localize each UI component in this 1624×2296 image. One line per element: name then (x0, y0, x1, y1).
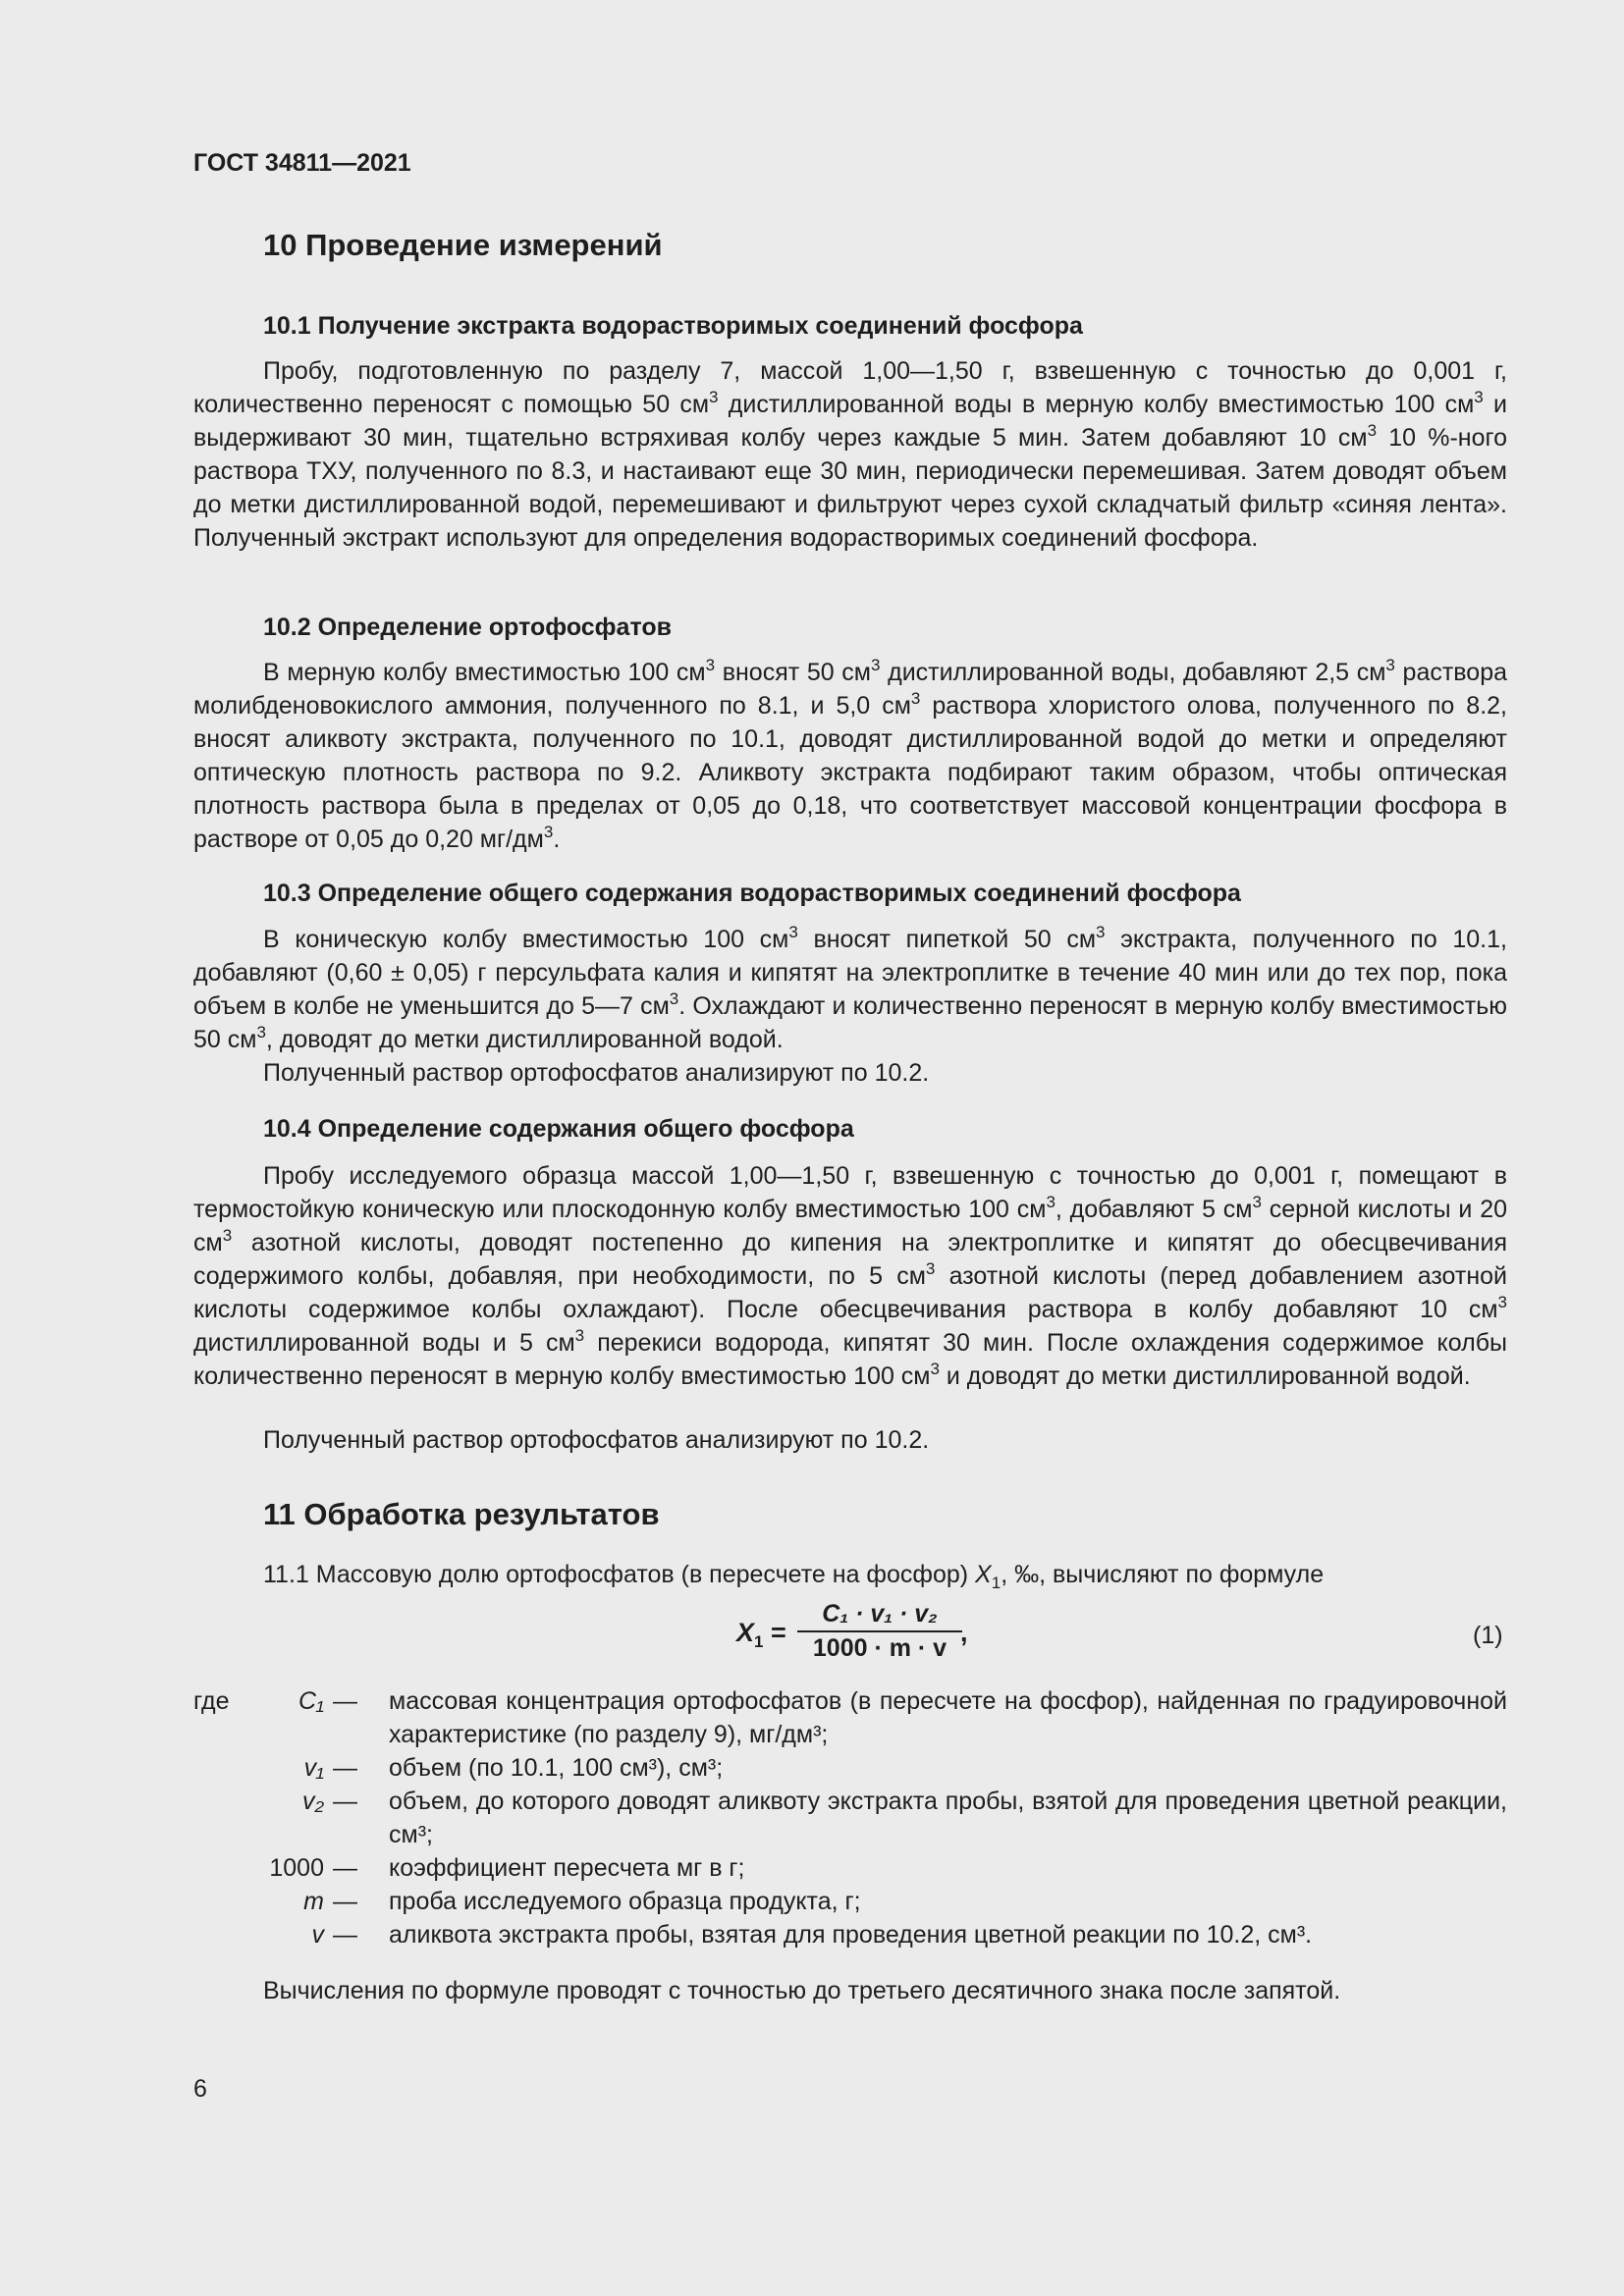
definition-text: аликвота экстракта пробы, взятая для проведения цветной реакции по 10.2, см³. (389, 1921, 1313, 1949)
section-10-title: 10 Проведение измерений (263, 228, 663, 262)
definition-row (193, 1918, 1507, 1951)
paragraph-10-4-result: Полученный раствор ортофосфатов анализируют по 10.2. (263, 1426, 930, 1454)
paragraph-10-3-result: Полученный раствор ортофосфатов анализируют по 10.2. (263, 1059, 930, 1087)
p11-1-sub: 1 (991, 1574, 1001, 1592)
p11-1-text-b: , ‰, вычисляют по формуле (1001, 1561, 1325, 1588)
formula-denominator: 1000 · m · v (812, 1634, 947, 1662)
paragraph-10-4: Пробу исследуемого образца массой 1,00—1,50 г, взвешенную с точностью до 0,001 г, помещают в термостойкую коническую или плоскодонную колбу вместимостью 100 $см^3$, добавляют 5 $см^3$ серной кислоты и 20 $см^3$ азотной кислоты, доводят постепенно до кипения на электроплитке и кипятят до обесцвечивания содержимого колбы, добавляя, при необходимости, по 5 $см^3$ азотной кислоты (перед добавлением азотной кислоты содержимое колбы охлаждают). После обесцвечивания раствора в колбу добавляют 10 $см^3$ дистиллированной воды и 5 $см^3$ перекиси водорода, кипятят 30 мин. После охлаждения содержимое колбы количественно переносят в мерную колбу вместимостью 100 $см^3$ и доводят до метки дистиллированной водой. (193, 1162, 1508, 1390)
definition-symbol: C₁ (298, 1687, 324, 1715)
paragraph-10-3: В коническую колбу вместимостью 100 $см^3$ вносят пипеткой 50 $см^3$ экстракта, полученного по 10.1, добавляют (0,60 ± 0,05) г персульфата калия и кипятят на электроплитке в течение 40 мин или до тех пор, пока объем в колбе не уменьшится до 5—7 $см^3$. Охлаждают и количественно переносят в мерную колбу вместимостью 50 $см^3$, доводят до метки дистиллированной водой. (193, 923, 1507, 1053)
page-number: 6 (193, 2075, 207, 2103)
definition-symbol: v (311, 1921, 324, 1949)
formula-number: (1) (1473, 1622, 1503, 1649)
formula-fraction (797, 1600, 962, 1663)
definition-dash: — (326, 1921, 357, 1949)
p11-1-var: X (975, 1561, 992, 1588)
subsection-10-4-title: 10.4 Определение содержания общего фосфора (263, 1115, 854, 1143)
definition-row (193, 1885, 1507, 1918)
subsection-10-2-title: 10.2 Определение ортофосфатов (263, 614, 672, 641)
definition-symbol: v₁ (303, 1754, 324, 1782)
subsection-10-3-title: 10.3 Определение общего содержания водорастворимых соединений фосфора (263, 880, 1241, 907)
definition-dash: — (326, 1687, 357, 1715)
formula-lhs-var: X (736, 1618, 755, 1647)
definition-row (193, 1751, 1507, 1785)
definition-text: объем, до которого доводят аликвоту экстракта пробы, взятой для проведения цветной реакции, см³; (389, 1788, 1507, 1848)
definition-dash: — (326, 1888, 357, 1915)
definition-text: коэффициент пересчета мг в г; (389, 1854, 745, 1882)
formula-lhs-sub: 1 (754, 1632, 764, 1651)
definition-symbol: 1000 (269, 1854, 324, 1882)
definition-symbol: v₂ (301, 1788, 324, 1815)
definition-row (193, 1851, 1507, 1885)
paragraph-10-2: В мерную колбу вместимостью 100 $см^3$ вносят 50 $см^3$ дистиллированной воды, добавляют 2,5 $см^3$ раствора молибденовокислого аммония, полученного по 8.1, и 5,0 $см^3$ раствора хлористого олова, полученного по 8.2, вносят аликвоту экстракта, полученного по 10.1, доводят дистиллированной водой до метки и определяют оптическую плотность раствора по 9.2. Аликвоту экстракта подбирают таким образом, чтобы оптическая плотность раствора была в пределах от 0,05 до 0,18, что соответствует массовой концентрации фосфора в растворе от 0,05 до 0,20 $мг/дм^3$. (193, 656, 1508, 853)
formula-comma: , (960, 1618, 968, 1647)
section-11-title: 11 Обработка результатов (263, 1497, 660, 1531)
variable-definitions (193, 1684, 1507, 1951)
subsection-10-1-title: 10.1 Получение экстракта водорастворимых соединений фосфора (263, 312, 1083, 340)
p11-1-text-a: 11.1 Массовую долю ортофосфатов (в пересчете на фосфор) (263, 1561, 976, 1588)
final-note: Вычисления по формуле проводят с точностью до третьего десятичного знака после запятой. (263, 1977, 1341, 2004)
formula-1 (0, 1600, 1624, 1669)
paragraph-11-1 (193, 1558, 1507, 1591)
definition-dash: — (326, 1854, 357, 1882)
definition-text: проба исследуемого образца продукта, г; (389, 1888, 861, 1915)
formula-numerator: C₁ · v₁ · v₂ (797, 1600, 962, 1632)
definition-dash: — (326, 1788, 357, 1815)
definition-text: объем (по 10.1, 100 см³), см³; (389, 1754, 724, 1782)
paragraph-10-1: Пробу, подготовленную по разделу 7, массой 1,00—1,50 г, взвешенную с точностью до 0,001 г, количественно переносят с помощью 50 $см^3$ дистиллированной воды в мерную колбу вместимостью 100 $см^3$ и выдерживают 30 мин, тщательно встряхивая колбу через каждые 5 мин. Затем добавляют 10 $см^3$ 10 %-ного раствора ТХУ, полученного по 8.3, и настаивают еще 30 мин, периодически перемешивая. Затем доводят объем до метки дистиллированной водой, перемешивают и фильтруют через сухой складчатый фильтр «синяя лента». Полученный экстракт используют для определения водорастворимых соединений фосфора. (193, 357, 1507, 552)
standard-code: ГОСТ 34811—2021 (193, 149, 411, 177)
definition-text: массовая концентрация ортофосфатов (в пересчете на фосфор), найденная по градуировочной характеристике (по разделу 9), мг/дм³; (389, 1687, 1507, 1748)
definition-symbol: m (303, 1888, 324, 1915)
definition-row (193, 1684, 1507, 1751)
where-word: где (193, 1687, 230, 1715)
definition-dash: — (326, 1754, 357, 1782)
formula-lhs (736, 1618, 786, 1651)
definition-row (193, 1785, 1507, 1851)
formula-eq: = (763, 1618, 786, 1647)
